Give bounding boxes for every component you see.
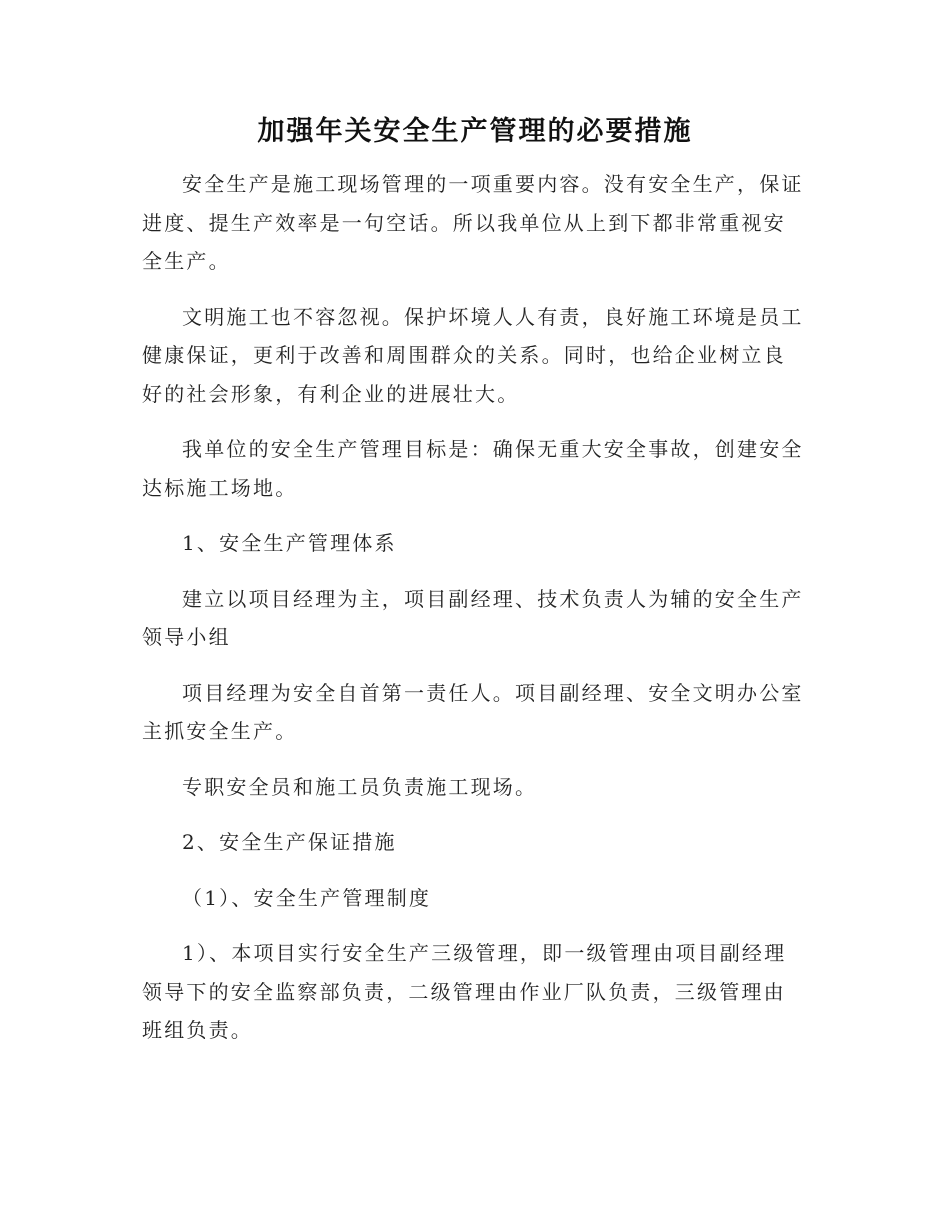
- subsection-heading-management-rules: （1）、安全生产管理制度: [182, 885, 432, 910]
- document-title: 加强年关安全生产管理的必要措施: [257, 116, 693, 147]
- paragraph-leadership-group: 建立以项目经理为主，项目副经理、技术负责人为辅的安全生产领导小组: [142, 586, 804, 649]
- document-body: [142, 165, 807, 1050]
- paragraph-safety-goal: 我单位的安全生产管理目标是：确保无重大安全事故，创建安全达标施工场地。: [142, 437, 804, 500]
- section-heading-safety-measures: 2、安全生产保证措施: [182, 830, 397, 854]
- paragraph-project-manager: 项目经理为安全自首第一责任人。项目副经理、安全文明办公室主抓安全生产。: [142, 680, 804, 743]
- section-heading-management-system: 1、安全生产管理体系: [182, 531, 397, 555]
- paragraph-safety-officer: 专职安全员和施工员负责施工现场。: [182, 774, 538, 799]
- paragraph-civilized-construction: 文明施工也不容忽视。保护坏境人人有责，良好施工环境是员工健康保证，更利于改善和周围群众的关系。同时，也给企业树立良好的社会形象，有利企业的进展壮大。: [142, 304, 804, 406]
- paragraph-intro: 安全生产是施工现场管理的一项重要内容。没有安全生产，保证进度、提生产效率是一句空话。所以我单位从上到下都非常重视安全生产。: [142, 172, 804, 273]
- paragraph-three-level-management: 1）、本项目实行安全生产三级管理，即一级管理由项目副经理领导下的安全监察部负责，二级管理由作业厂队负责，三级管理由班组负责。: [142, 941, 787, 1042]
